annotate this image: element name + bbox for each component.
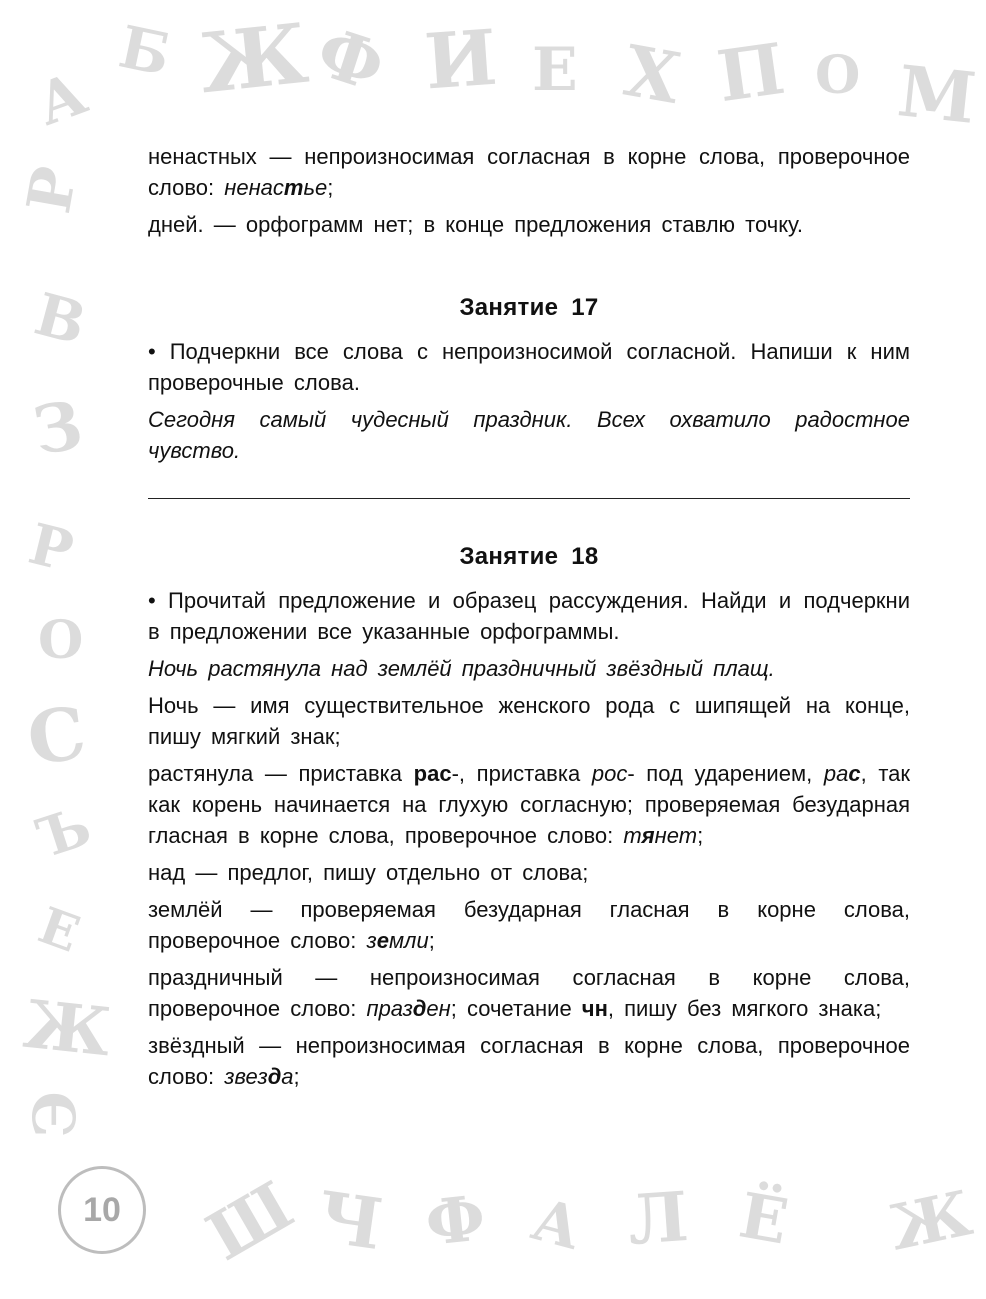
text-run: • Подчеркни все слова с непроизносимой согласной. Напиши к ним проверочные слова. bbox=[148, 339, 910, 395]
text-run: растянула — приставка bbox=[148, 761, 414, 786]
lesson-17-title: Занятие 17 bbox=[459, 294, 599, 321]
lesson-18-paragraph bbox=[148, 758, 910, 851]
text-run: а bbox=[281, 1064, 294, 1089]
left-border-letter: Ж bbox=[20, 984, 115, 1072]
lesson-18-body bbox=[148, 585, 910, 1092]
top-border-letter: П bbox=[712, 26, 790, 119]
text-run: ненас bbox=[224, 175, 284, 200]
text-run: з bbox=[366, 928, 377, 953]
lesson-18-paragraph bbox=[148, 585, 910, 647]
text-run: над — предлог, пишу отдельно от слова; bbox=[148, 860, 589, 885]
text-run: рос bbox=[591, 761, 628, 786]
lesson-17-body bbox=[148, 336, 910, 466]
lesson-18-paragraph bbox=[148, 653, 910, 684]
top-border-letter: Ж bbox=[195, 5, 313, 113]
bottom-border-letter: Ш bbox=[194, 1166, 306, 1276]
text-run: ье bbox=[303, 175, 328, 200]
text-run: Ночь растянула над землёй праздничный звёздный плащ. bbox=[148, 656, 775, 681]
left-border-letter: З bbox=[27, 385, 89, 471]
text-run: нет bbox=[654, 823, 698, 848]
text-run: Ночь — имя существительное женского рода с шипящей на конце, пишу мягкий знак; bbox=[148, 693, 910, 749]
text-run: мли bbox=[388, 928, 429, 953]
intro-paragraph bbox=[148, 141, 910, 203]
text-run: праздничный — непроизносимая согласная в корне слова, проверочное слово: bbox=[148, 965, 910, 1021]
text-run: т bbox=[623, 823, 642, 848]
bottom-border-letter: Ё bbox=[734, 1178, 794, 1259]
left-border-letter: О bbox=[38, 610, 84, 671]
text-run: , так как корень начинается на глухую согласную; проверяемая безударная гласная в корне слова, проверочное слово: bbox=[148, 761, 911, 848]
page-content bbox=[148, 141, 910, 1098]
text-run: ; bbox=[293, 1064, 300, 1089]
top-border-letter: О bbox=[815, 45, 861, 106]
text-run: рас bbox=[413, 761, 452, 786]
text-run: Сегодня самый чудесный праздник. Всех охватило радостное чувство. bbox=[148, 407, 910, 463]
text-run: д bbox=[412, 996, 427, 1021]
top-border-letter: А bbox=[27, 58, 96, 140]
text-run: ен bbox=[426, 996, 451, 1021]
section-divider bbox=[148, 498, 910, 499]
text-run: ненастных — непроизносимая согласная в корне слова, проверочное слово: bbox=[148, 144, 910, 200]
text-run: дней. — орфограмм нет; в конце предложения ставлю точку. bbox=[148, 212, 803, 237]
left-border-letter: Ъ bbox=[29, 793, 99, 871]
text-run: ; bbox=[327, 175, 334, 200]
left-border-letter: В bbox=[28, 279, 93, 359]
top-border-letter: Е bbox=[532, 35, 578, 105]
text-run: ; сочетание bbox=[450, 996, 582, 1021]
text-run: звез bbox=[224, 1064, 268, 1089]
lesson-18-title: Занятие 18 bbox=[459, 543, 599, 570]
bottom-border-letter: Л bbox=[625, 1176, 691, 1262]
text-run: • Прочитай предложение и образец рассуждения. Найди и подчеркни в предложении все указанные орфограммы. bbox=[148, 588, 910, 644]
top-border-letter: И bbox=[421, 12, 500, 107]
lesson-18-paragraph bbox=[148, 962, 910, 1024]
text-run: - под ударением, bbox=[627, 761, 824, 786]
top-border-letter: М bbox=[893, 49, 980, 140]
left-border-letter: Р bbox=[14, 161, 91, 219]
left-border-letter: С bbox=[22, 689, 91, 782]
lesson-17-paragraph bbox=[148, 404, 910, 466]
intro-paragraph bbox=[148, 209, 910, 240]
lesson-18-paragraph bbox=[148, 894, 910, 956]
text-run: ; bbox=[428, 928, 435, 953]
text-run: -, приставка bbox=[451, 761, 592, 786]
text-run: я bbox=[641, 823, 655, 848]
top-border-letter: Ф bbox=[307, 11, 394, 109]
text-run: д bbox=[267, 1064, 282, 1089]
text-run: , пишу без мягкого знака; bbox=[607, 996, 882, 1021]
top-border-letter: Б bbox=[113, 12, 177, 90]
top-border-letter: Х bbox=[618, 28, 687, 121]
lesson-18-paragraph bbox=[148, 1030, 910, 1092]
bottom-border-letter: Ф bbox=[422, 1181, 489, 1260]
text-run: праз bbox=[366, 996, 413, 1021]
text-run: с bbox=[848, 761, 861, 786]
bottom-border-letter: Ж bbox=[883, 1176, 978, 1265]
bottom-border-letter: А bbox=[525, 1185, 589, 1263]
lesson-17-paragraph bbox=[148, 336, 910, 398]
left-border-letter: Э bbox=[21, 1090, 90, 1138]
lesson-18-paragraph bbox=[148, 690, 910, 752]
lesson-18-paragraph bbox=[148, 857, 910, 888]
text-run: землёй — проверяемая безударная гласная в корне слова, проверочное слово: bbox=[148, 897, 910, 953]
text-run: ра bbox=[823, 761, 849, 786]
left-border-letter: Е bbox=[31, 895, 88, 964]
text-run: чн bbox=[581, 996, 608, 1021]
text-run: е bbox=[376, 928, 389, 953]
text-run: звёздный — непроизносимая согласная в корне слова, проверочное слово: bbox=[148, 1033, 910, 1089]
bottom-border-letter: Ч bbox=[312, 1174, 388, 1267]
left-border-letter: Р bbox=[22, 510, 80, 586]
intro-section bbox=[148, 141, 910, 240]
page-number: 10 bbox=[58, 1166, 146, 1254]
text-run: т bbox=[283, 175, 304, 200]
text-run: ; bbox=[697, 823, 704, 848]
